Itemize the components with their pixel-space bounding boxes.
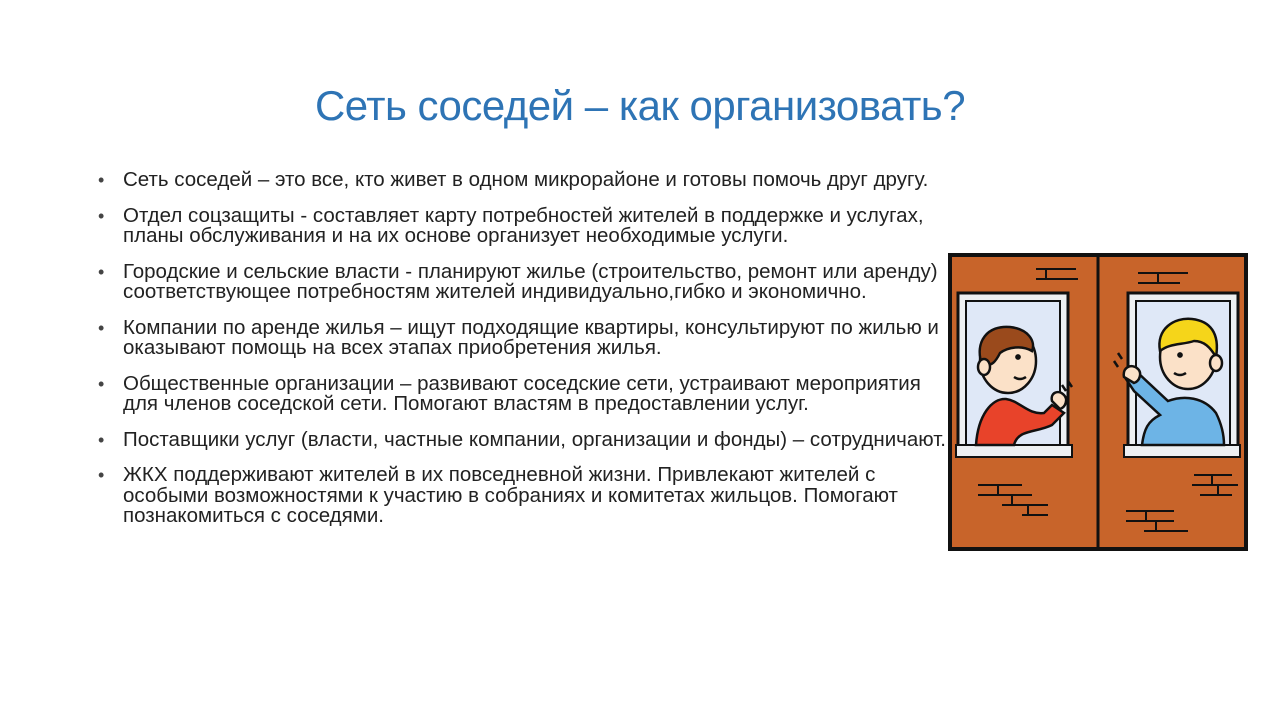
bullet-item bbox=[98, 465, 948, 527]
bullet-list bbox=[98, 170, 948, 542]
bullet-text: ЖКХ поддерживают жителей в их повседневной жизни. Привлекают жителей с особыми возможностями к участию в собраниях и комитетах жильцов. Помогают познакомиться с соседями. bbox=[123, 463, 898, 527]
neighbors-illustration bbox=[948, 253, 1248, 551]
bullet-dot-icon: • bbox=[98, 429, 105, 450]
bullet-text: Поставщики услуг (власти, частные компании, организации и фонды) – сотрудничают. bbox=[123, 427, 947, 451]
bullet-dot-icon: • bbox=[98, 317, 105, 338]
bullet-text: Городские и сельские власти - планируют жилье (строительство, ремонт или аренду) соответствующее потребностям жителей индивидуально,гибко и экономично. bbox=[123, 259, 938, 303]
bullet-item bbox=[98, 259, 948, 303]
bullet-dot-icon: • bbox=[98, 261, 105, 282]
bullet-dot-icon: • bbox=[98, 465, 105, 485]
bullet-dot-icon: • bbox=[98, 373, 105, 394]
bullet-item bbox=[98, 170, 948, 191]
bullet-item bbox=[98, 315, 948, 359]
slide-title: Сеть соседей – как организовать? bbox=[314, 82, 966, 129]
bullet-text: Общественные организации – развивают соседские сети, устраивают мероприятия для членов соседской сети. Помогают властям в предоставлении услуг. bbox=[123, 371, 921, 415]
bullet-item bbox=[98, 203, 948, 247]
bullet-dot-icon: • bbox=[98, 170, 105, 190]
bullet-item bbox=[98, 371, 948, 415]
bullet-dot-icon: • bbox=[98, 205, 105, 226]
bullet-text: Сеть соседей – это все, кто живет в одном микрорайоне и готовы помочь друг другу. bbox=[123, 168, 929, 191]
bullet-text: Отдел соцзащиты - составляет карту потребностей жителей в поддержке и услугах, планы обслуживания и на их основе организует необходимые услуги. bbox=[123, 203, 924, 247]
bullet-item bbox=[98, 427, 948, 451]
bullet-text: Компании по аренде жилья – ищут подходящие квартиры, консультируют по жилью и оказывают помощь на всех этапах приобретения жилья. bbox=[123, 315, 939, 359]
